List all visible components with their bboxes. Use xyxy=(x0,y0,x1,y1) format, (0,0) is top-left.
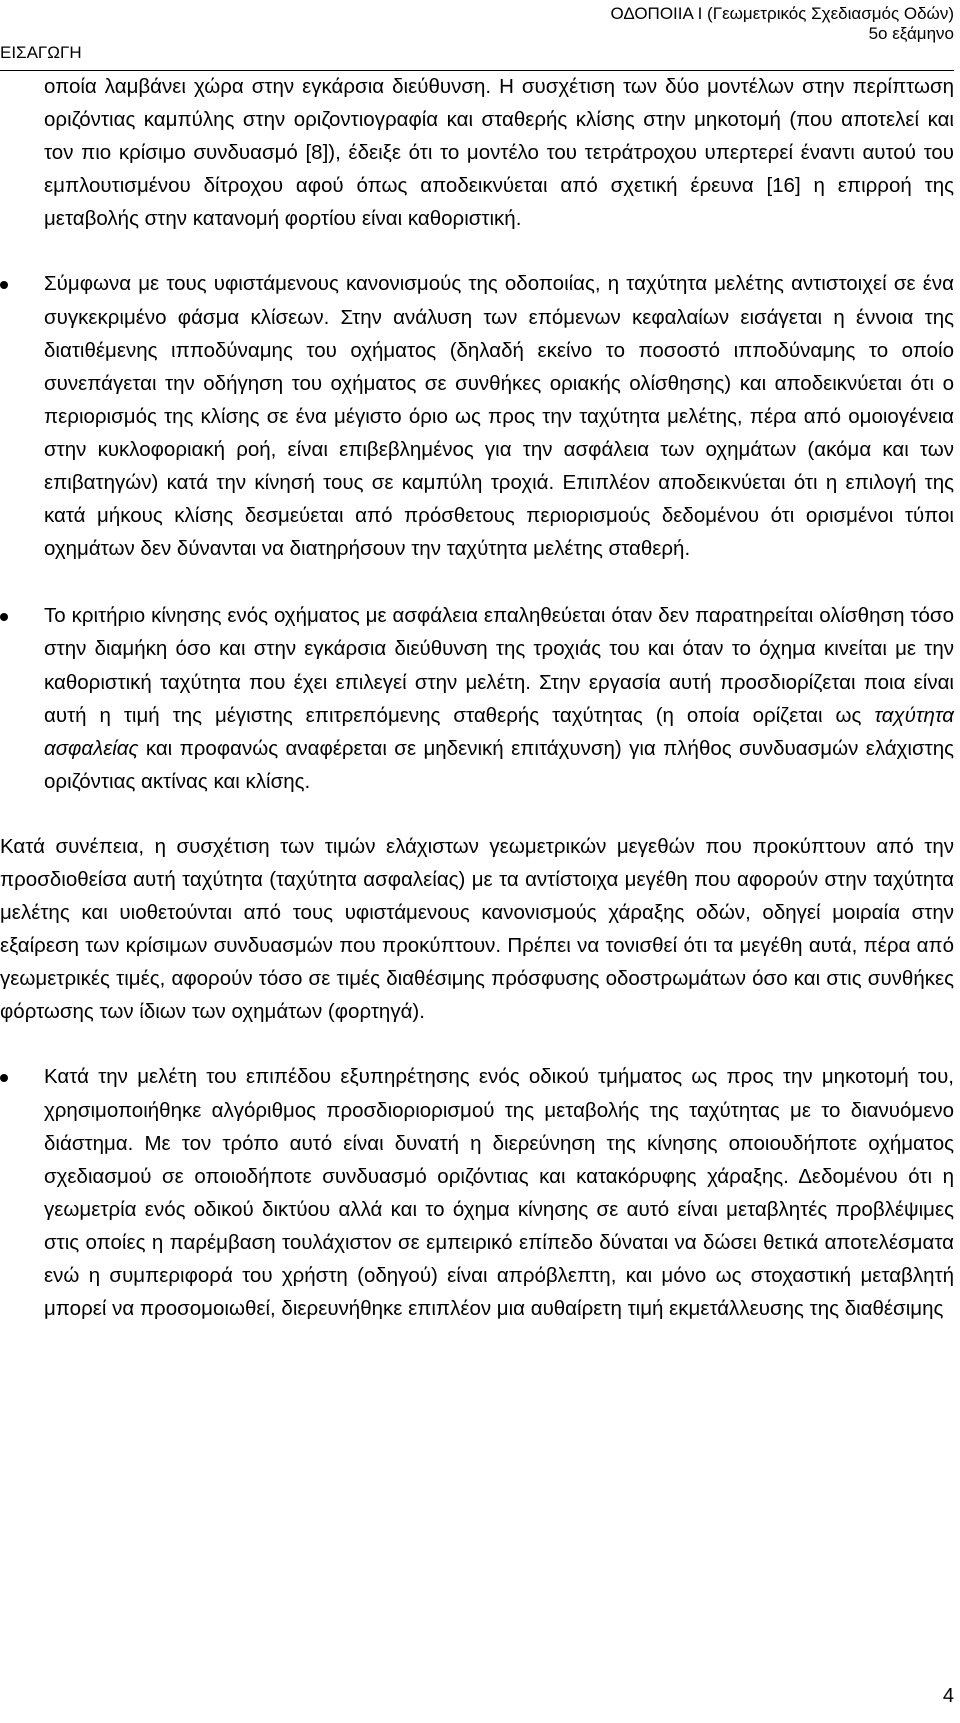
bullet-text-2a: Το κριτήριο κίνησης ενός οχήματος με ασφάλεια επαληθεύεται όταν δεν παρατηρείται ολίσθηση τόσο στην διαμήκη όσο και στην εγκάρσια διεύθυνση της τροχιάς του και όταν το όχημα κινείται με την καθοριστική ταχύτητα που έχει επιλεγεί στην μελέτη. Στην εργασία αυτή προσδιορίζεται ποια είναι αυτή η τιμή της μέγιστης επιτρεπόμενης σταθερής ταχύτητας (η οποία ορίζεται ως xyxy=(44,604,954,727)
body-paragraph: Κατά συνέπεια, η συσχέτιση των τιμών ελάχιστων γεωμετρικών μεγεθών που προκύπτουν από την προσδιοθείσα αυτή ταχύτητα (ταχύτητα ασφαλείας) με τα αντίστοιχα μεγέθη που αφορούν στην ταχύτητα μελέτης και υιοθετούνται από τους υφιστάμενους κανονισμούς χάραξης οδών, οδηγεί μοιραία στην εξαίρεση των κρίσιμων συνδυασμών που προκύπτουν. Πρέπει να τονισθεί ότι τα μεγέθη αυτά, πέρα από γεωμετρικές τιμές, αφορούν τόσο σε τιμές διαθέσιμης πρόσφυσης οδοστρωμάτων όσο και στις συνθήκες φόρτωσης των ίδιων των οχημάτων (φορτηγά). xyxy=(0,834,954,1024)
bullet-icon xyxy=(0,281,8,289)
document-body xyxy=(0,70,954,1325)
bullet-text-2b: και προφανώς αναφέρεται σε μηδενική επιτάχυνση) για πλήθος συνδυασμών ελάχιστης οριζόντιας ακτίνας και κλίσης. xyxy=(44,736,954,793)
bullet-icon xyxy=(0,1074,8,1082)
continuation-paragraph: οποία λαμβάνει χώρα στην εγκάρσια διεύθυνση. Η συσχέτιση των δύο μοντέλων στην περίπτωση οριζόντιας καμπύλης στην οριζοντιογραφία και σταθερής κλίσης στην μηκοτομή (που αποτελεί και τον πιο κρίσιμο συνδυασμό [8]), έδειξε ότι το μοντέλο του τετράτροχου υπερτερεί έναντι αυτού του εμπλουτισμένου δίτροχου αφού όπως αποδεικνύεται από σχετική έρευνα [16] η επιρροή της μεταβολής στην κατανομή φορτίου είναι καθοριστική. xyxy=(44,75,954,231)
semester-label: 5ο εξάμηνο xyxy=(868,24,954,43)
course-title-block xyxy=(610,4,954,44)
emphasis-term: ταχύτητα ασφαλείας xyxy=(44,703,954,760)
bullet-item-3 xyxy=(0,1060,954,1325)
section-title: ΕΙΣΑΓΩΓΗ xyxy=(0,43,82,62)
page-header xyxy=(0,0,954,71)
bullet-item-1 xyxy=(0,267,954,565)
bullet-icon xyxy=(0,613,8,621)
bullet-item-2 xyxy=(0,599,954,798)
bullet-text-1: Σύμφωνα με τους υφιστάμενους κανονισμούς της οδοποιίας, η ταχύτητα μελέτης αντιστοιχεί σε ένα συγκεκριμένο φάσμα κλίσεων. Στην ανάλυση των επόμενων κεφαλαίων εισάγεται η έννοια της διατιθέμενης ιπποδύναμης του οχήματος (δηλαδή εκείνο το ποσοστό ιπποδύναμης το οποίο συνεπάγεται την οδήγηση του οχήματος σε συνθήκες οριακής ολίσθησης) και αποδεικνύεται ότι ο περιορισμός της κλίσης σε ένα μέγιστο όριο ως προς την ταχύτητα μελέτης, πέρα από ομοιογένεια στην κυκλοφοριακή ροή, είναι επιβεβλημένος για την ασφάλεια των οχημάτων (ακόμα και των επιβατηγών) κατά την κίνησή τους σε καμπύλη τροχιά. Επιπλέον αποδεικνύεται ότι η επιλογή της κατά μήκους κλίσης δεσμεύεται από πρόσθετους περιορισμούς δεδομένου ότι ορισμένοι τύποι οχημάτων δεν δύνανται να διατηρήσουν την ταχύτητα μελέτης σταθερή. xyxy=(44,272,954,561)
page-number: 4 xyxy=(942,1685,954,1707)
course-title: ΟΔΟΠΟΙΙΑ Ι (Γεωμετρικός Σχεδιασμός Οδών) xyxy=(610,4,954,23)
bullet-text-3: Κατά την μελέτη του επιπέδου εξυπηρέτησης ενός οδικού τμήματος ως προς την μηκοτομή του, χρησιμοποιήθηκε αλγόριθμος προσδιοριορισμού της μεταβολής της ταχύτητας με το διανυόμενο διάστημα. Με τον τρόπο αυτό είναι δυνατή η διερεύνηση της κίνησης οποιουδήποτε οχήματος σχεδιασμού σε οποιοδήποτε συνδυασμό οριζόντιας και κατακόρυφης χάραξης. Δεδομένου ότι η γεωμετρία ενός οδικού δικτύου αλλά και το όχημα κίνησης σε αυτό είναι μεταβλητές προβλέψιμες στις οποίες η παρέμβαση τουλάχιστον σε εμπειρικό επίπεδο δύναται να δώσει θετικά αποτελέσματα ενώ η συμπεριφορά του χρήστη (οδηγού) είναι απρόβλεπτη, και μόνο ως στοχαστική μεταβλητή μπορεί να προσομοιωθεί, διερευνήθηκε επιπλέον μια αυθαίρετη τιμή εκμετάλλευσης της διαθέσιμης xyxy=(44,1065,954,1321)
